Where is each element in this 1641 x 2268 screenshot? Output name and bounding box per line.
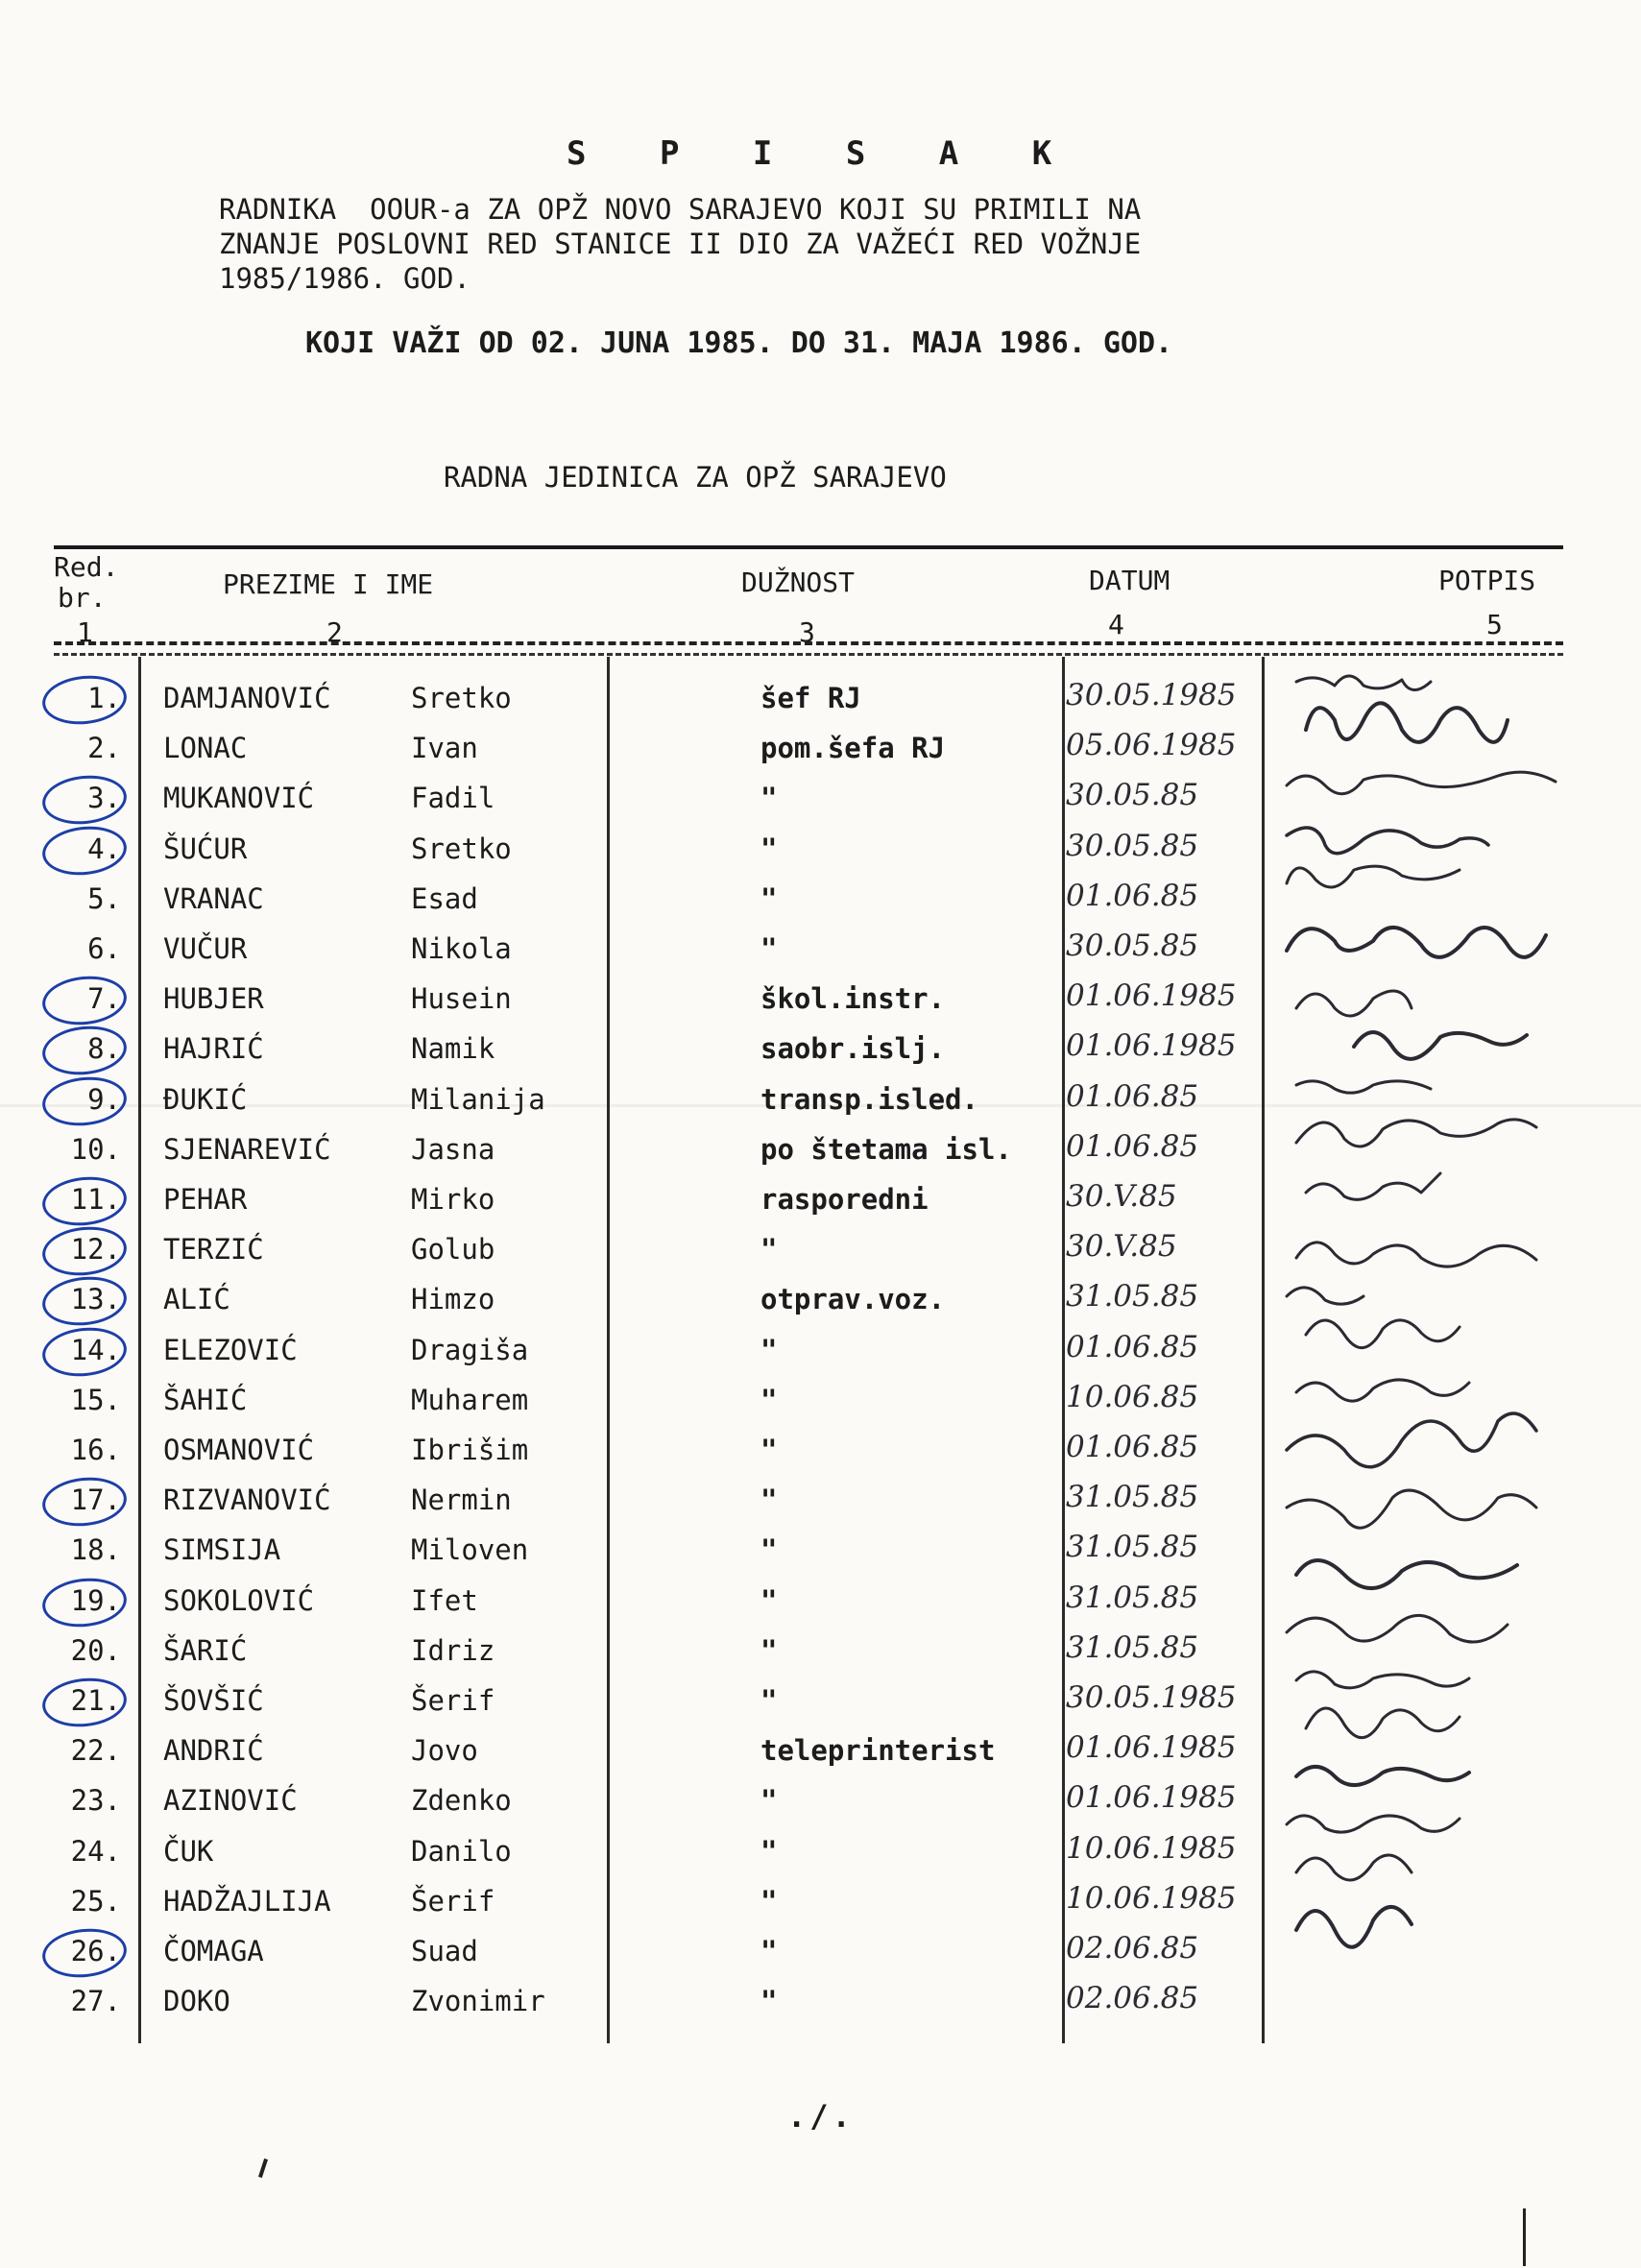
row-first-name: Sretko [411,682,512,714]
row-number: 1. [87,682,121,714]
row-number-circle-mark [40,1925,130,1982]
row-first-name: Ivan [411,732,478,765]
row-duty: rasporedni [760,1183,929,1216]
row-date: 31.05.85 [1066,1629,1199,1665]
row-number-circle-mark [40,1574,130,1630]
header-signature: POTPIS [1438,565,1536,596]
row-duty: transp.isled. [760,1082,978,1116]
row-surname: TERZIĆ [163,1233,264,1267]
signature-mark [1287,1490,1536,1528]
row-date: 01.06.1985 [1066,1028,1237,1064]
row-first-name: Dragiša [411,1333,529,1366]
row-duty: " [760,1383,778,1416]
row-duty: " [760,1484,778,1517]
row-first-name: Himzo [411,1283,495,1316]
continuation-mark: ./. [787,2098,855,2135]
row-number-circle-mark [40,1223,130,1280]
row-number: 10. [70,1132,121,1166]
row-surname: ŠUĆUR [163,832,248,865]
row-first-name: Šerif [411,1684,495,1717]
row-date: 30.05.85 [1066,778,1199,813]
signature-mark [1306,1173,1440,1199]
heading-line-2: ZNANJE POSLOVNI RED STANICE II DIO ZA VAŽEĆI RED VOŽNJE [219,228,1142,260]
row-duty: " [760,1583,778,1617]
row-first-name: Miloven [411,1533,529,1567]
row-surname: HUBJER [163,982,264,1016]
row-number: 11. [70,1183,121,1216]
row-number: 16. [70,1434,121,1466]
row-duty: " [760,1684,778,1717]
row-number-circle-mark [40,772,130,829]
signature-mark [1296,1767,1469,1785]
row-number-circle-mark [40,672,130,729]
row-surname: ČUK [163,1834,214,1868]
row-number: 2. [87,732,121,765]
row-surname: AZINOVIĆ [163,1784,298,1818]
row-first-name: Zdenko [411,1784,512,1818]
row-first-name: Šerif [411,1884,495,1918]
row-first-name: Zvonimir [411,1985,545,2018]
signature-mark [1296,1380,1469,1401]
row-number: 17. [70,1484,121,1517]
document-heading [219,192,1141,296]
row-number-circle-mark [40,973,130,1029]
row-date: 30.05.1985 [1066,1680,1237,1715]
row-number: 7. [87,982,121,1016]
row-number: 25. [70,1884,121,1918]
stray-pen-mark-right [1523,2208,1526,2266]
row-duty: saobr.islj. [760,1032,946,1066]
row-date: 30.V.85 [1066,1179,1177,1214]
row-date: 01.06.1985 [1066,1730,1237,1766]
row-surname: ŠAHIĆ [163,1383,248,1416]
row-number: 14. [70,1333,121,1366]
row-date: 30.V.85 [1066,1229,1177,1265]
row-first-name: Jovo [411,1734,478,1768]
signature-mark [1306,1320,1460,1348]
header-rb-line1: Red. [54,551,119,583]
row-surname: ELEZOVIĆ [163,1333,298,1366]
signature-mark [1296,1243,1536,1267]
row-surname: VRANAC [163,881,264,915]
row-first-name: Milanija [411,1082,545,1116]
row-first-name: Danilo [411,1834,512,1868]
row-number: 12. [70,1233,121,1267]
row-number: 23. [70,1784,121,1818]
row-number: 24. [70,1834,121,1868]
header-dashed-rule-1 [54,641,1563,645]
row-first-name: Jasna [411,1132,495,1166]
row-number: 18. [70,1533,121,1567]
row-number-circle-mark [40,1273,130,1330]
row-date: 02.06.85 [1066,1931,1199,1966]
row-number: 8. [87,1032,121,1066]
row-surname: LONAC [163,732,248,765]
row-surname: DAMJANOVIĆ [163,682,331,714]
signature-mark [1296,676,1431,690]
row-number-circle-mark [40,1023,130,1079]
row-duty: " [760,1834,778,1868]
row-date: 30.05.85 [1066,828,1199,863]
row-duty: otprav.voz. [760,1283,946,1316]
row-first-name: Nikola [411,932,512,965]
header-rb-line2: br. [58,582,107,614]
signature-mark [1287,866,1460,887]
row-surname: HAJRIĆ [163,1032,264,1066]
signature-mark [1287,1615,1508,1642]
signature-mark [1296,1120,1536,1146]
row-surname: ŠOVŠIĆ [163,1684,264,1717]
row-date: 31.05.85 [1066,1580,1199,1615]
signature-mark [1296,1560,1517,1588]
row-duty: teleprinterist [760,1734,996,1768]
row-number-circle-mark [40,1474,130,1531]
signatures-area [1267,663,1632,2064]
signature-mark [1287,1816,1460,1832]
row-duty: " [760,1333,778,1366]
row-number-circle-mark [40,1675,130,1731]
row-duty: šef RJ [760,682,861,714]
signature-mark [1296,1907,1412,1947]
row-number: 20. [70,1633,121,1667]
signature-mark [1306,1708,1460,1738]
signature-mark [1296,1855,1412,1880]
row-duty: " [760,1434,778,1466]
row-surname: ALIĆ [163,1283,230,1316]
row-number: 19. [70,1583,121,1617]
row-surname: MUKANOVIĆ [163,782,315,815]
row-surname: PEHAR [163,1183,248,1216]
row-number: 27. [70,1985,121,2018]
signature-mark [1287,928,1546,957]
row-surname: DOKO [163,1985,230,2018]
row-duty: " [760,1233,778,1267]
row-duty: " [760,1633,778,1667]
row-date: 01.06.1985 [1066,1780,1237,1816]
row-first-name: Fadil [411,782,495,815]
header-dashed-rule-2 [54,653,1563,656]
row-date: 01.06.85 [1066,1078,1199,1114]
row-date: 30.05.85 [1066,929,1199,963]
row-surname: ŠARIĆ [163,1633,248,1667]
row-date: 01.06.85 [1066,1329,1199,1364]
document-title: S P I S A K [567,134,1079,173]
row-duty: po štetama isl. [760,1132,1012,1166]
row-first-name: Sretko [411,832,512,865]
column-number-4: 4 [1108,609,1124,640]
row-first-name: Idriz [411,1633,495,1667]
column-number-5: 5 [1486,609,1503,640]
row-first-name: Suad [411,1935,478,1967]
signature-mark [1287,1288,1363,1304]
row-first-name: Ifet [411,1583,478,1617]
row-date: 05.06.1985 [1066,728,1237,763]
row-number-circle-mark [40,1173,130,1230]
row-number: 5. [87,881,121,915]
row-date: 30.05.1985 [1066,678,1237,712]
row-duty: " [760,832,778,865]
row-surname: ANDRIĆ [163,1734,264,1768]
column-number-1: 1 [77,616,93,648]
row-first-name: Muharem [411,1383,529,1416]
row-surname: SIMSIJA [163,1533,281,1567]
row-duty: " [760,1884,778,1918]
row-date: 31.05.85 [1066,1480,1199,1515]
stray-pen-mark [258,2159,268,2178]
row-number: 4. [87,832,121,865]
heading-line-3: 1985/1986. GOD. [219,262,471,295]
row-surname: SJENAREVIĆ [163,1132,331,1166]
row-surname: HADŽAJLIJA [163,1884,331,1918]
row-number: 15. [70,1383,121,1416]
validity-period: KOJI VAŽI OD 02. JUNA 1985. DO 31. MAJA 1986. GOD. [305,326,1173,360]
row-surname: OSMANOVIĆ [163,1434,315,1466]
work-unit-title: RADNA JEDINICA ZA OPŽ SARAJEVO [444,461,947,494]
row-date: 10.06.1985 [1066,1830,1237,1866]
row-number: 3. [87,782,121,815]
row-number-circle-mark [40,1323,130,1380]
row-number: 21. [70,1684,121,1717]
header-name: PREZIME I IME [223,568,434,600]
row-surname: ĐUKIĆ [163,1082,248,1116]
row-number: 26. [70,1935,121,1967]
column-number-3: 3 [799,616,815,648]
row-duty: " [760,1533,778,1567]
row-date: 01.06.85 [1066,1430,1199,1464]
row-first-name: Ibrišim [411,1434,529,1466]
row-first-name: Nermin [411,1484,512,1517]
signature-mark [1296,1672,1469,1688]
row-date: 31.05.85 [1066,1279,1199,1315]
signature-mark [1287,772,1556,794]
row-date: 02.06.85 [1066,1981,1199,2016]
row-number-circle-mark [40,1073,130,1129]
row-surname: RIZVANOVIĆ [163,1484,331,1517]
row-duty: " [760,881,778,915]
row-duty: " [760,1784,778,1818]
row-first-name: Esad [411,881,478,915]
row-number: 9. [87,1082,121,1116]
signature-mark [1306,703,1508,742]
header-duty: DUŽNOST [741,567,856,598]
row-duty: " [760,782,778,815]
signature-mark [1354,1032,1527,1059]
row-date: 10.06.85 [1066,1379,1199,1414]
row-number: 6. [87,932,121,965]
row-date: 31.05.85 [1066,1530,1199,1565]
row-surname: SOKOLOVIĆ [163,1583,315,1617]
table-top-rule [54,545,1563,549]
signature-mark [1287,828,1488,854]
row-surname: VUČUR [163,932,248,965]
row-number-circle-mark [40,822,130,879]
row-duty: " [760,932,778,965]
row-surname: ČOMAGA [163,1935,264,1967]
row-date: 01.06.1985 [1066,978,1237,1014]
row-date: 01.06.85 [1066,878,1199,913]
header-date: DATUM [1089,565,1170,596]
row-duty: pom.šefa RJ [760,732,946,765]
row-first-name: Namik [411,1032,495,1066]
row-number: 13. [70,1283,121,1316]
row-duty: škol.instr. [760,982,946,1016]
row-duty: " [760,1935,778,1967]
signature-mark [1287,1413,1536,1467]
signature-mark [1296,991,1412,1016]
signature-mark [1296,1081,1431,1093]
row-first-name: Golub [411,1233,495,1267]
row-date: 10.06.1985 [1066,1880,1237,1916]
row-first-name: Mirko [411,1183,495,1216]
row-duty: " [760,1985,778,2018]
column-number-2: 2 [326,616,343,648]
row-first-name: Husein [411,982,512,1016]
heading-line-1: RADNIKA OOUR-a ZA OPŽ NOVO SARAJEVO KOJI SU PRIMILI NA [219,193,1142,226]
row-date: 01.06.85 [1066,1128,1199,1164]
row-number: 22. [70,1734,121,1768]
